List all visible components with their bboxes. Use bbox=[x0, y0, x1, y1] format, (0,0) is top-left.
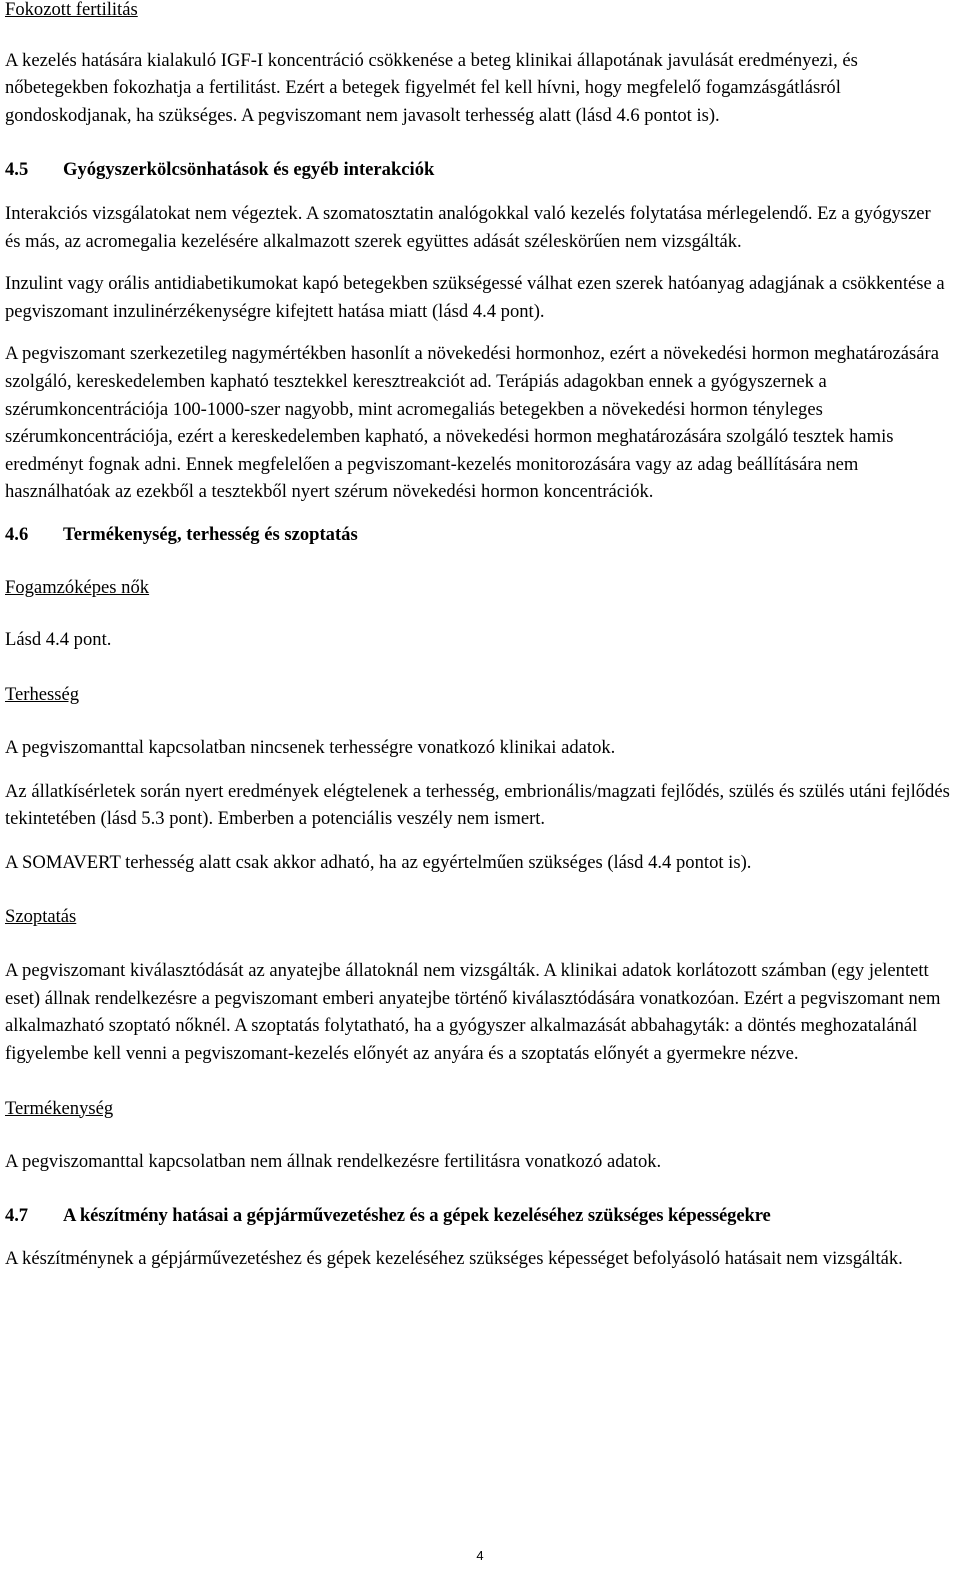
heading-childbearing-women: Fogamzóképes nők bbox=[5, 576, 150, 598]
paragraph-lactation: A pegviszomant kiválasztódását az anyatejbe állatoknál nem vizsgálták. A klinikai adatok korlátozott számban (egy jelentett eset) állnak rendelkezésre a pegviszomant emberi anyatejbe történő kiválasztódására vonatkozóan. Ezért a pegviszomant nem alkalmazható szoptató nőknél. A szoptatás folytatható, ha a gyógyszer alkalmazását abbahagyták: a döntés meghozatalánál figyelembe kell venni a pegviszomant-kezelés előnyét az anyára és a szoptatás előnyét a gyermekre nézve. bbox=[5, 960, 941, 1065]
document-page bbox=[5, 0, 957, 1273]
paragraph-fertility-data: A pegviszomanttal kapcsolatban nem állnak rendelkezésre fertilitásra vonatkozó adatok. bbox=[5, 1151, 662, 1173]
paragraph-growth-hormone-tests: A pegviszomant szerkezetileg nagymértékben hasonlít a növekedési hormonhoz, ezért a növekedési hormon meghatározására szolgáló, kereskedelemben kapható tesztekkel keresztreakciót ad. Terápiás adagokban ennek a gyógyszernek a szérumkoncentrációja 100-1000-szer nagyobb, mint acromegaliás betegekben a növekedési hormon tényleges szérumkoncentrációja, ezért a kereskedelemben kapható, a növekedési hormon meghatározására szolgáló tesztek hamis eredményt fognak adni. Ennek megfelelően a pegviszomant-kezelés monitorozására vagy az adag beállítására nem használhatóak az ezekből a tesztekből nyert szérum növekedési hormon koncentrációk. bbox=[5, 343, 939, 503]
paragraph-fertility-intro: A kezelés hatására kialakuló IGF-I koncentráció csökkenése a beteg klinikai állapotának javulását eredményezi, és nőbetegekben fokozhatja a fertilitást. Ezért a betegek figyelmét fel kell hívni, hogy megfelelő fogamzásgátlásról gondoskodjanak, ha szükséges. A pegviszomant nem javasolt terhesség alatt (lásd 4.6 pontot is). bbox=[5, 49, 858, 126]
section-number: 4.6 bbox=[5, 523, 29, 545]
page-number: 4 bbox=[476, 1548, 484, 1563]
paragraph-interactions: Interakciós vizsgálatokat nem végeztek. A szomatosztatin analógokkal való kezelés folytatása mérlegelendő. Ez a gyógyszer és más, az acromegalia kezelésére alkalmazott szerek együttes adását széleskörűen nem vizsgálták. bbox=[5, 202, 931, 252]
section-heading-4-7 bbox=[5, 1202, 957, 1230]
paragraph-pregnancy-somavert: A SOMAVERT terhesség alatt csak akkor adható, ha az egyértelműen szükséges (lásd 4.4 pontot is). bbox=[5, 852, 752, 874]
section-heading-4-5 bbox=[5, 156, 957, 184]
heading-fertility: Termékenység bbox=[5, 1097, 114, 1119]
paragraph-driving: A készítménynek a gépjárművezetéshez és gépek kezeléséhez szükséges képességet befolyásoló hatásait nem vizsgálták. bbox=[5, 1248, 903, 1270]
heading-pregnancy: Terhesség bbox=[5, 683, 80, 705]
section-title: Termékenység, terhesség és szoptatás bbox=[63, 523, 358, 545]
section-number: 4.7 bbox=[5, 1204, 28, 1226]
section-title: Gyógyszerkölcsönhatások és egyéb interakciók bbox=[63, 159, 435, 181]
section-heading-4-6 bbox=[5, 521, 957, 549]
section-number: 4.5 bbox=[5, 159, 29, 181]
heading-enhanced-fertility: Fokozott fertilitás bbox=[5, 0, 138, 20]
paragraph-pregnancy-clinical: A pegviszomanttal kapcsolatban nincsenek terhességre vonatkozó klinikai adatok. bbox=[5, 737, 616, 759]
heading-lactation: Szoptatás bbox=[5, 905, 77, 927]
paragraph-childbearing: Lásd 4.4 pont. bbox=[5, 629, 112, 651]
section-title: A készítmény hatásai a gépjárművezetéshez és a gépek kezeléséhez szükséges képességekre bbox=[63, 1204, 771, 1226]
paragraph-insulin: Inzulint vagy orális antidiabetikumokat kapó betegekben szükségessé válhat ezen szerek hatóanyag adagjának a csökkentése a pegviszomant inzulinérzékenységre kifejtett hatása miatt (lásd 4.4 pont). bbox=[5, 273, 945, 322]
paragraph-pregnancy-animal: Az állatkísérletek során nyert eredmények elégtelenek a terhesség, embrionális/magzati fejlődés, szülés és szülés utáni fejlődés tekintetében (lásd 5.3 pont). Emberben a potenciális veszély nem ismert. bbox=[5, 780, 950, 830]
